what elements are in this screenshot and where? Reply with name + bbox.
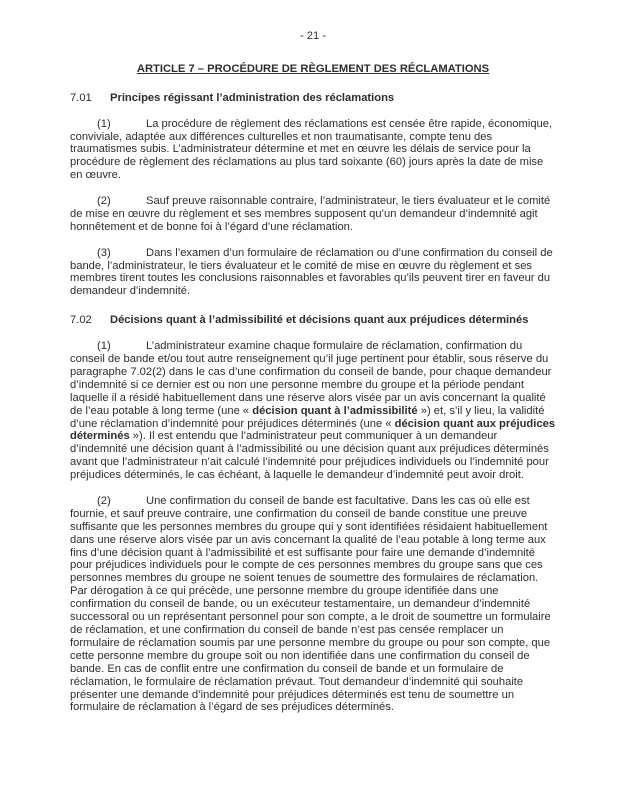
paragraph-number: (1) xyxy=(97,340,111,353)
paragraph-text: Dans l’examen d’un formulaire de réclamation ou d’une confirmation du conseil de bande, l’administrateur, le tiers évaluateur et le comité de mise en œuvre du règlement et ses membres tirent toutes les conclusions raisonnables et favorables qu’ils peuvent tirer en faveur du demandeur d’indemnité. xyxy=(70,246,553,298)
paragraph-bold-term: décision quant à l’admissibilité xyxy=(252,404,418,417)
section-number: 7.01 xyxy=(70,91,92,104)
paragraph-text: Une confirmation du conseil de bande est facultative. Dans les cas où elle est fournie, et sauf preuve contraire, une confirmation du conseil de bande constitue une preuve suffisante que les personnes membres du groupe qui y sont identifiées résidaient habituellement dans une réserve alors visée par un avis concernant la qualité de l’eau potable à long terme aux fins d’une décision quant à l’admissibilité et est suffisante pour faire une demande d’indemnité pour préjudices individuels pour le compte de ces personnes membres du groupe sans que ces personnes membres du groupe ne soient tenues de soumettre des formulaires de réclamation. Par dérogation à ce qui précède, une personne membre du groupe identifiée dans une confirmation du conseil de bande, ou un exécuteur testamentaire, un demandeur d’indemnité successoral ou un représentant personnel pour son compte, a le droit de soumettre un formulaire de réclamation, et une confirmation du conseil de bande n’est pas censée remplacer un formulaire de réclamation soumis par une personne membre du groupe ou pour son compte, que cette personne membre du groupe soit ou non identifiée dans une confirmation du conseil de bande. En cas de conflit entre une confirmation du conseil de bande et un formulaire de réclamation, le formulaire de réclamation prévaut. Tout demandeur d’indemnité qui souhaite présenter une demande d’indemnité pour préjudices déterminés est tenu de soumettre un formulaire de réclamation à l’égard de ses préjudices déterminés. xyxy=(70,494,551,714)
paragraph-7-01-3 xyxy=(70,247,556,299)
paragraph-7-01-2 xyxy=(70,195,556,234)
paragraph-bold-term: décision quant aux préjudices déterminés xyxy=(70,417,556,443)
paragraph-text: »). Il est entendu que l’administrateur peut communiquer à un demandeur d’indemnité une décision quant à l’admissibilité ou une décision quant aux préjudices déterminés avant que l’administrateur n’ait calculé l’indemnité pour préjudices individuels ou l’indemnité pour préjudices déterminés, le cas échéant, à laquelle le demandeur d’indemnité peut avoir droit. xyxy=(70,430,549,482)
section-heading-7-01 xyxy=(70,92,556,105)
paragraph-number: (1) xyxy=(97,117,111,130)
paragraph-number: (2) xyxy=(97,195,111,208)
paragraph-number: (3) xyxy=(97,246,111,259)
paragraph-7-01-1 xyxy=(70,118,556,183)
paragraph-number: (2) xyxy=(97,494,111,507)
article-heading: ARTICLE 7 – PROCÉDURE DE RÈGLEMENT DES RÉCLAMATIONS xyxy=(136,62,490,75)
paragraph-text: La procédure de règlement des réclamations est censée être rapide, économique, conviviale, adaptée aux différences culturelles et non traumatisante, compte tenu des traumatismes subis. L’administrateur détermine et met en œuvre les délais de service pour la procédure de règlement des réclamations au plus tard soixante (60) jours après la date de mise en œuvre. xyxy=(70,117,553,182)
paragraph-7-02-2 xyxy=(70,495,556,714)
section-title: Principes régissant l’administration des réclamations xyxy=(110,91,395,104)
section-title: Décisions quant à l’admissibilité et décisions quant aux préjudices déterminés xyxy=(110,314,529,327)
paragraph-text: ») et, s’il y lieu, la validité d’une réclamation d’indemnité pour préjudices déterminés (une « xyxy=(70,404,545,430)
page-number: - 21 - xyxy=(299,30,327,42)
paragraph-7-02-1 xyxy=(70,340,556,482)
paragraph-text: Sauf preuve raisonnable contraire, l’administrateur, le tiers évaluateur et le comité de mise en œuvre du règlement et ses membres supposent qu’un demandeur d’indemnité agit honnêtement et de bonne foi à l’égard d’une réclamation. xyxy=(70,195,551,233)
section-number: 7.02 xyxy=(70,314,92,327)
paragraph-text: L’administrateur examine chaque formulaire de réclamation, confirmation du conseil de bande et/ou tout autre renseignement qu’il juge pertinent pour établir, sous réserve du paragraphe 7.02(2) dans le cas d’une confirmation du conseil de bande, pour chaque demandeur d’indemnité si ce dernier est ou non une personne membre du groupe et la période pendant laquelle il a résidé habituellement dans une réserve alors visée par un avis concernant la qualité de l’eau potable à long terme (une « xyxy=(70,340,552,417)
section-heading-7-02 xyxy=(70,314,556,327)
